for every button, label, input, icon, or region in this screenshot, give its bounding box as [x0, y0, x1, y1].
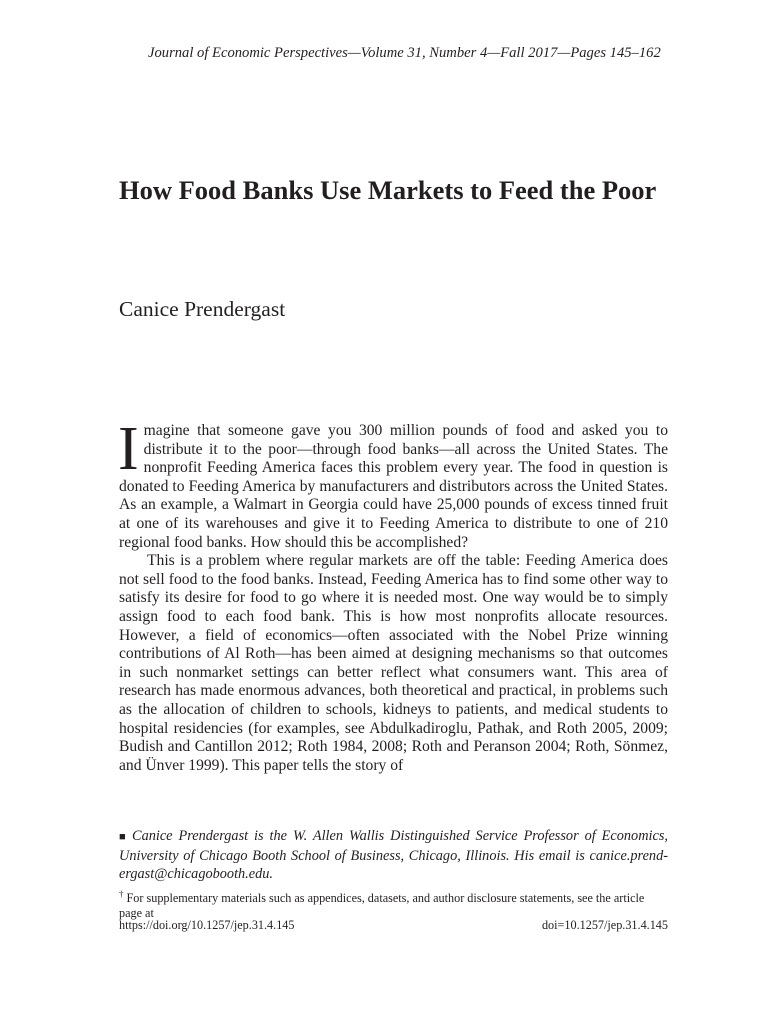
author-footnote-text: Canice Prendergast is the W. Allen Wallis Distinguished Service Professor of Economics, University of Chicago Booth School of Business, Chicago, Illinois. His email is canice.prendergast@chicagobooth.edu. [119, 828, 668, 882]
paragraph-1-text: magine that someone gave you 300 million pounds of food and asked you to distribute it to the poor—through food banks—all across the United States. The nonprofit Feeding America faces this problem every year. The food in question is donated to Feeding America by manufacturers and distributors across the United States. As an example, a Walmart in Georgia could have 25,000 pounds of excess tinned fruit at one of its warehouses and give it to Feeding America to distribute to one of 210 regional food banks. How should this be accomplished? [119, 422, 668, 551]
paragraph-1 [118, 415, 668, 552]
square-bullet-icon: ■ [119, 831, 129, 843]
body-text [118, 415, 668, 775]
drop-cap: I [118, 415, 139, 483]
article-url-link[interactable]: https://doi.org/10.1257/jep.31.4.145 [119, 918, 295, 932]
author-name: Canice Prendergast [119, 297, 286, 321]
doi-row [119, 918, 668, 933]
supplementary-note [119, 887, 668, 921]
paragraph-2: This is a problem where regular markets are off the table: Feeding America does not sell food to the food banks. Instead, Feeding America has to find some other way to satisfy its desire for food to go where it is needed most. One way would be to simply assign food to each food bank. This is how most nonprofits allocate resources. However, a field of economics—often associated with the Nobel Prize winning contributions of Al Roth—has been aimed at designing mechanisms so that outcomes in such nonmarket settings can better reflect what consumers want. This area of research has made enormous advances, both theoretical and practical, in problems such as the allocation of children to schools, kidneys to patients, and medical students to hospital residencies (for examples, see Abdulkadiroglu, Pathak, and Roth 2005, 2009; Budish and Cantillon 2012; Roth 1984, 2008; Roth and Peranson 2004; Roth, Sönmez, and Ünver 1999). This paper tells the story of [119, 552, 668, 774]
dagger-mark: † [119, 889, 124, 899]
doi-label: doi=10.1257/jep.31.4.145 [541, 918, 668, 932]
author-footnote [119, 827, 668, 884]
running-head: Journal of Economic Perspectives—Volume 31, Number 4—Fall 2017—Pages 145–162 [148, 45, 661, 61]
supplementary-text: For supplementary materials such as appendices, datasets, and author disclosure statements, see the article page at [119, 891, 645, 921]
article-title: How Food Banks Use Markets to Feed the Poor [119, 175, 657, 205]
